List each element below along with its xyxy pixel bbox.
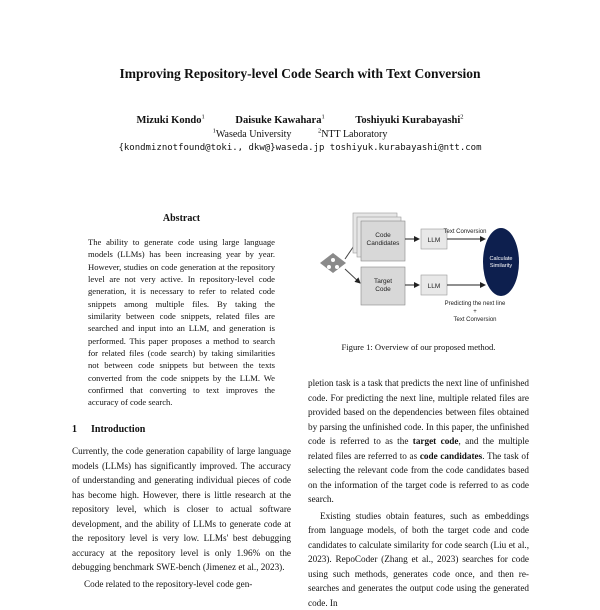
figure-caption: Figure 1: Overview of our proposed method. — [308, 342, 529, 352]
affiliations — [0, 128, 600, 140]
code-candidates-label-1: Code — [375, 232, 391, 239]
text-conversion-label-bottom: Text Conversion — [453, 317, 496, 323]
author-list — [0, 113, 600, 126]
text-conversion-label-top: Text Conversion — [443, 229, 486, 235]
introduction-next-paragraph: Code related to the repository-level code gen- — [72, 577, 291, 592]
target-code-box — [361, 267, 405, 305]
code-candidates-label-2: Candidates — [367, 240, 401, 247]
author-emails: {kondmiznotfound@toki., dkw@}waseda.jp toshiyuk.kurabayashi@ntt.com — [0, 143, 600, 153]
predict-next-line-label: Predicting the next line — [445, 301, 506, 307]
introduction-paragraph: Currently, the code generation capability of large language models (LLMs) has significantly improved. The accuracy of understanding and generating individual pieces of code has become high. However, there is little research at the repository level, which is closer to actual software development, and the ability of LLMs to generate code at the repository level is very low. LLMs' best debugging accuracy at the repository level is only 1.96% on the debugging benchmark SWE-bench (Jimenez et al., 2023). — [72, 444, 291, 575]
right-column-body — [308, 376, 529, 610]
plus-label: + — [473, 309, 477, 315]
right-paragraph-1: pletion task is a task that predicts the next line of unfinished code. For predicting the next line, multiple related files are provided based on the dependencies between files obtained by parsing the unfinished code. In this paper, the unfinished code is referred to as the target code, and the multiple related files are referred to as code candidates. The task of selecting the relevant code from the code candidates based on the information of the target code is referred to as code search. — [308, 376, 529, 507]
arrow-to-target — [345, 269, 360, 283]
section-heading — [72, 424, 145, 435]
paper-title: Improving Repository-level Code Search with Text Conversion — [0, 66, 600, 82]
repository-icon — [320, 253, 346, 273]
right-paragraph-2: Existing studies obtain features, such as embeddings from language models, of both the target code and code candidates to calculate similarity for code search (Liu et al., 2023). RepoCoder (Zhang et al., 2023) searches for code using such methods, generates code once, and then re-searches and generates the output code using the generated code. In — [308, 509, 529, 610]
affiliation: $^2$NTT Laboratory — [318, 129, 387, 140]
term-code-candidates: code candidates — [420, 451, 482, 461]
author: Toshiyuki Kurabayashi$^2$ — [355, 115, 463, 126]
calc-sim-label-2: Similarity — [490, 263, 513, 269]
introduction-body — [72, 444, 291, 591]
llm-box-bottom — [421, 275, 447, 295]
section-title: Introduction — [91, 424, 145, 435]
term-target-code: target code — [413, 436, 459, 446]
author: Daisuke Kawahara$^1$ — [235, 115, 324, 126]
affiliation: $^1$Waseda University — [213, 129, 292, 140]
target-code-label-2: Code — [375, 286, 391, 293]
overview-figure — [315, 205, 530, 330]
target-code-label-1: Target — [374, 278, 392, 285]
calc-sim-label-1: Calculate — [490, 256, 513, 262]
author: Mizuki Kondo$^1$ — [136, 115, 204, 126]
calculate-similarity-node — [483, 228, 519, 296]
code-candidates-box — [353, 213, 405, 261]
llm-label-top: LLM — [428, 237, 441, 244]
section-number: 1 — [72, 424, 77, 435]
llm-label-bottom: LLM — [428, 283, 441, 290]
abstract-body: The ability to generate code using large language models (LLMs) has been increasing year by year. However, studies on code generation at the repository level are not very active. In repository-level code generation, it is necessary to refer to related code snippets among multiple files. By taking the similarity between code snippets, related files are searched and input into an LLM, and generation is performed. This paper proposes a method to search for related files (code search) by taking similarities not between code snippets but between the texts converted from the code snippets by the LLM. We confirmed that converting to text improves the accuracy of code search. — [88, 236, 275, 409]
abstract-heading: Abstract — [88, 213, 275, 224]
